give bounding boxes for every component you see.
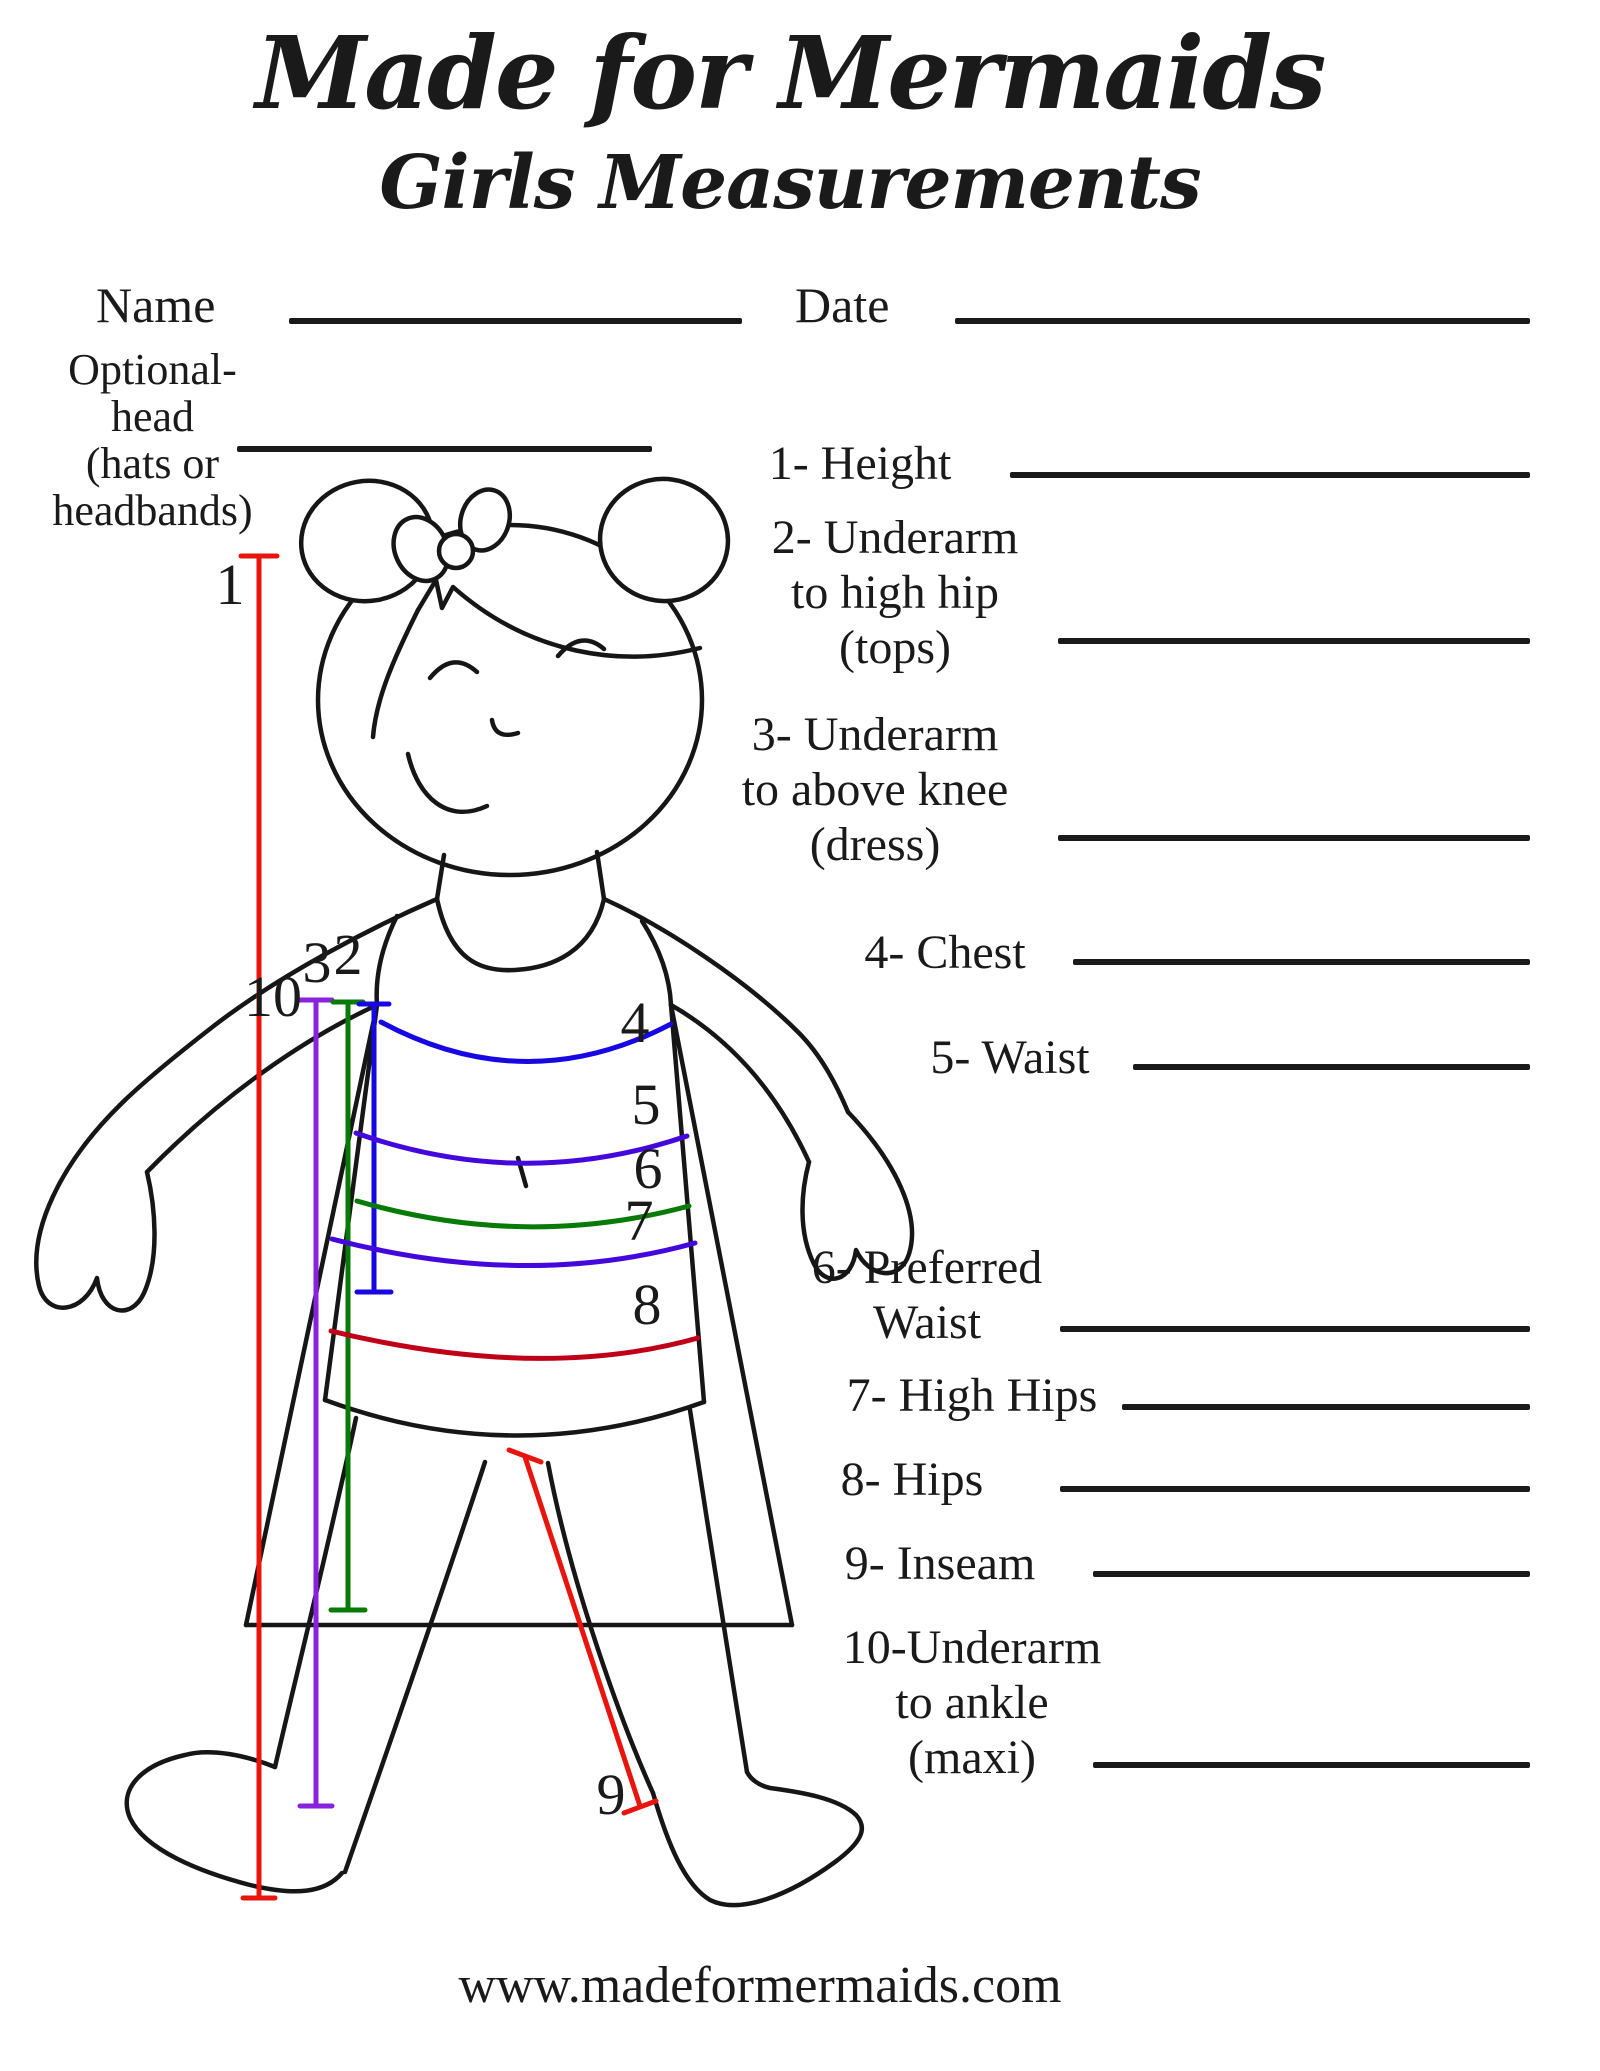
chest-fill-in-line [1073,959,1530,965]
measure-curve-4-chest [381,1022,671,1062]
left-foot [127,1752,342,1891]
head-outline [318,525,702,875]
smile [408,754,487,812]
torso-left-edge [325,1005,377,1400]
date-fill-in-line [955,318,1530,324]
marker-number-7: 7 [624,1188,654,1253]
left-hair-bun [292,470,443,611]
measurement-label-chest: 4- Chest [864,926,1026,979]
left-armhole [377,916,397,1005]
name-label: Name [96,277,216,333]
underarm-high-hip-fill-in-line [1058,638,1530,644]
marker-number-4: 4 [620,990,650,1055]
neck-right [597,852,604,899]
marker-number-labels [216,552,663,1827]
optional-head-measure-line [237,446,652,452]
side-hair-lock [373,610,418,737]
hips-fill-in-line [1060,1486,1530,1492]
right-foot [653,1772,862,1905]
optional-head-line-3: (hats or [85,439,220,488]
bow-right-loop [453,483,518,557]
marker-number-6: 6 [633,1136,663,1201]
left-arm-outer [120,899,437,1105]
measurement-label-underarm-ankle: 10-Underarm to ankle (maxi) [842,1621,1102,1784]
high-hips-fill-in-line [1122,1404,1530,1410]
date-label: Date [795,277,890,333]
left-leg-back [345,1462,485,1872]
marker-number-10: 10 [244,964,302,1029]
optional-head-line-4: headbands) [52,486,253,535]
neck-left [437,855,444,899]
measurement-label-height: 1- Height [768,437,952,490]
torso-right-edge [671,1005,704,1402]
girl-outline [36,470,912,1905]
marker-number-3: 3 [302,930,332,995]
left-arm-inner [147,1005,377,1172]
marker-number-8: 8 [632,1272,662,1337]
navel-mark [518,1158,526,1186]
preferred-waist-fill-in-line [1060,1326,1530,1332]
marker-number-5: 5 [631,1072,661,1137]
inseam-fill-in-line [1093,1571,1530,1577]
measurement-label-underarm-high-hip: 2- Underarm to high hip (tops) [771,511,1019,674]
page-title: Made for Mermaids [255,14,1325,132]
measure-curve-6-preferred-waist [357,1201,689,1227]
tank-neckline [437,899,604,970]
marker-number-2: 2 [333,922,363,987]
right-arm-inner [671,1005,809,1162]
waist-fill-in-line [1133,1064,1530,1070]
measurement-label-inseam: 9- Inseam [844,1537,1036,1590]
underarm-above-knee-fill-in-line [1058,835,1530,841]
measurement-label-preferred-waist: 6- Preferred Waist [811,1241,1043,1349]
left-leg-front [275,1418,356,1767]
bow-left-loop [383,508,458,590]
optional-head-line-1: Optional- [68,345,237,394]
measure-line-9-inseam [509,1450,656,1813]
right-leg-front [548,1463,653,1793]
dress-left-side [246,1005,377,1625]
website-url: www.madeformermaids.com [458,1957,1062,2014]
measurement-marks [241,556,698,1898]
bangs [418,580,700,657]
marker-number-1: 1 [215,552,245,617]
measure-line-1-height [241,556,277,1898]
bow-knot [439,534,473,568]
marker-number-9: 9 [596,1762,626,1827]
right-leg-back [690,1410,747,1772]
optional-head-note [15,346,290,534]
page-subtitle: Girls Measurements [379,140,1201,226]
optional-head-line-2: head [110,392,195,441]
nose [492,720,518,735]
underarm-ankle-fill-in-line [1093,1762,1530,1768]
measure-curve-5-waist [356,1133,687,1163]
tank-bottom-hem [325,1400,704,1436]
measurement-label-underarm-above-knee: 3- Underarm to above knee (dress) [741,708,1009,871]
measure-line-2-underarm-hip [357,1004,391,1292]
measurement-label-waist: 5- Waist [930,1031,1090,1084]
measure-line-3-underarm-knee [331,1002,365,1610]
right-eye [558,640,604,656]
measure-line-10-underarm-ankle [300,1000,332,1806]
measurement-label-hips: 8- Hips [840,1453,984,1506]
measure-curve-8-hips [331,1331,698,1358]
measure-curve-7-high-hips [332,1239,695,1266]
left-hand [36,1105,154,1311]
name-fill-in-line [289,318,742,324]
height-fill-in-line [1010,472,1530,478]
measurement-label-high-hips: 7- High Hips [846,1369,1098,1422]
right-armhole [642,921,671,1005]
left-eye [430,662,477,678]
